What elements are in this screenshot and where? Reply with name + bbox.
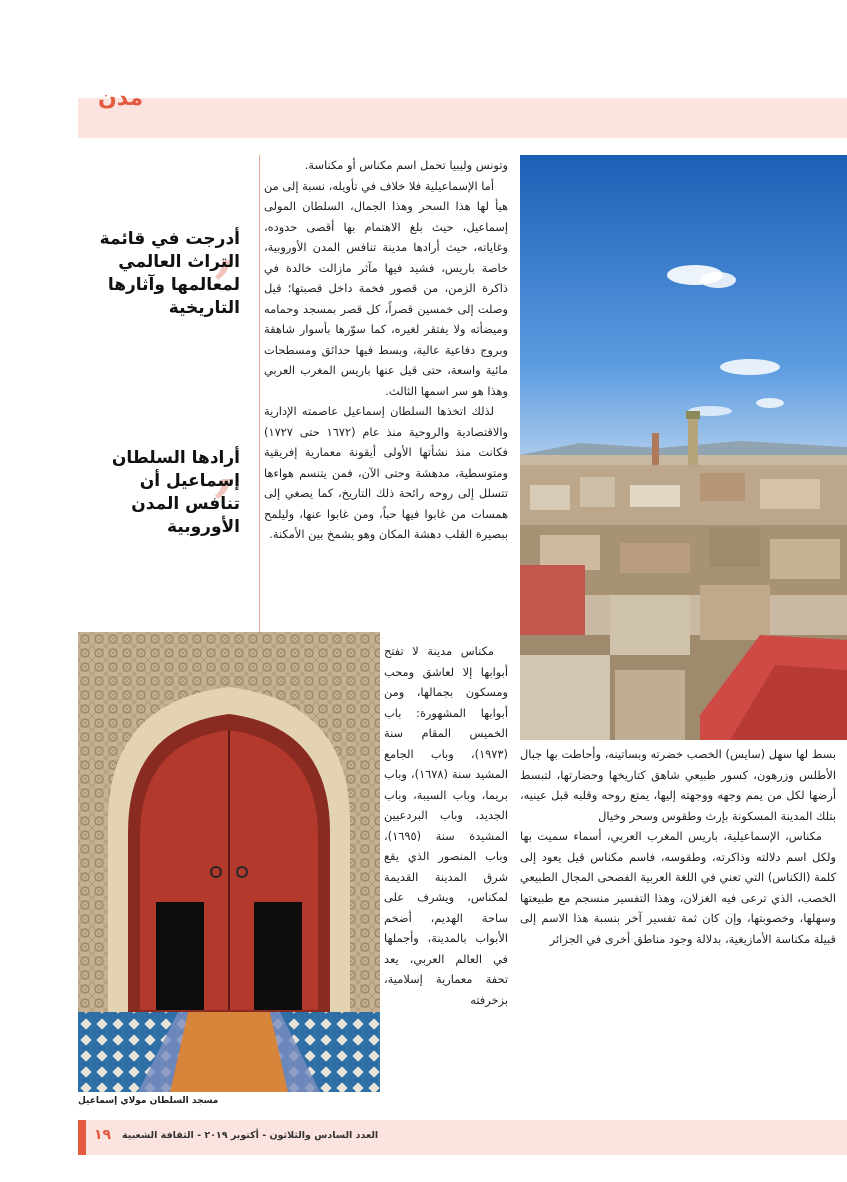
pull-quote: أرادها السلطان إسماعيل أن تنافس المدن الأوروبية <box>111 448 240 537</box>
paragraph: أما الإسماعيلية فلا خلاف في تأويله، نسبة إلى من هيأ لها هذا السحر وهذا الجمال، السلطان المولى إسماعيل، حيث بلغ الاهتمام بها أقصى حدوده، وغاياته، حيث أرادها مدينة تنافس المدن الأوروبية، خاصة باريس، فشيد فيها مآثر مازالت خالدة في ذاكرة الزمن، من قصور فخمة داخل قصبتها؛ قيل وصلت إلى خمسين قصراً، كل قصر بمسجد وحمامه وميضأته ولا يفتقر لغيره، كما سوّرها بأسوار شاهقة وبروج دفاعية عالية، وبسط فيها حدائق ومسطحات مائية واسعة، حتى قيل عنها باريس المغرب العربي وهذا هو سر اسمها الثالث. <box>264 178 508 398</box>
footer-accent-bar <box>78 1120 86 1155</box>
mosque-door-photo <box>78 632 380 1092</box>
city-photo <box>520 155 847 740</box>
text-column-middle <box>264 155 508 545</box>
paragraph: لذلك اتخذها السلطان إسماعيل عاصمته الإدارية والاقتصادية والروحية منذ عام (١٦٧٢ حتى ١٧٢٧) فكانت منذ نشأتها الأولى أيقونة معمارية إفريقية ومتوسطية، مدهشة وحتى الآن، فمن يتنسم هواءها تتسلل إلى روحه رائحة ذلك التاريخ، كما يصغي إلى همسات من غابوا فيها حباً، ومن غابوا عنها، وليلمح ببصيرة القلب دهشة المكان وهو يشمخ بين الأمكنة. <box>264 404 509 541</box>
paragraph: مكناس، الإسماعيلية، باريس المغرب العربي، أسماء سميت بها ولكل اسم دلالته وذاكرته، وطقوسه، فاسم مكناس قيل يعود إلى كلمة (الكناس) التي تعني في اللغة العربية الفصحى المجال الطبيعي الخصب، الذي ترعى فيه الغزلان، وهذا التفسير منسجم مع طبيعتها وسهلها، وخصوبتها، وإن كان ثمة تفسير آخر بنسبة هذا الاسم إلى قبيلة مكناسة الأمازيغية، بدلالة وجود مناطق أخرى في الجزائر <box>520 829 836 946</box>
paragraph: وتونس وليبيا تحمل اسم مكناس أو مكناسة. <box>304 158 508 172</box>
paragraph: بسط لها سهل (سايس) الخصب خضرته وبساتينه، وأحاطت بها جبال الأطلس وزرهون، كسور طبيعي شاهق كتاريخها وحضارتها، لتبسط أرضها لكل من يمم وجهه ووجهته إليها، يمتع روحه وقلبه قبل عينيه، بتلك المدينة المسكونة بإرث وطقوس وسحر وخيال <box>520 747 836 823</box>
paragraph: مكناس مدينة لا تفتح أبوابها إلا لعاشق ومحب ومسكون بجمالها، ومن أبوابها المشهورة: باب الخميس المقام سنة (١٩٧٣)، وباب الجامع المشيد سنة (١٦٧٨)، وباب بريما، وباب السيبة، وباب الجديد، وباب البردعيين المشيدة سنة (١٦٩٥)، وباب المنصور الذي يقع شرق المدينة القديمة لمكناس، ويشرف على ساحة الهديم، أضخم الأبواب بالمدينة، وأجملها في العالم العربي، يعد تحفة معمارية إسلامية، بزخرفته <box>384 644 509 1007</box>
text-column-narrow <box>384 641 508 1010</box>
pull-quote: أدرجت في قائمة التراث العالمي لمعالمها وآثارها التاريخية <box>99 229 240 318</box>
photo-caption: مسجد السلطان مولاي إسماعيل <box>78 1096 219 1106</box>
issue-info: العدد السادس والثلاثون - أكتوبر ٢٠١٩ - الثقافة الشعبية <box>122 1130 379 1141</box>
quote-mark-icon: , <box>212 414 238 507</box>
section-label: مدن <box>98 86 144 111</box>
column-divider <box>259 155 260 635</box>
header-band <box>78 98 847 138</box>
quote-mark-icon: , <box>212 195 238 288</box>
page-number: ١٩ <box>94 1127 112 1143</box>
text-column-right <box>520 744 836 949</box>
